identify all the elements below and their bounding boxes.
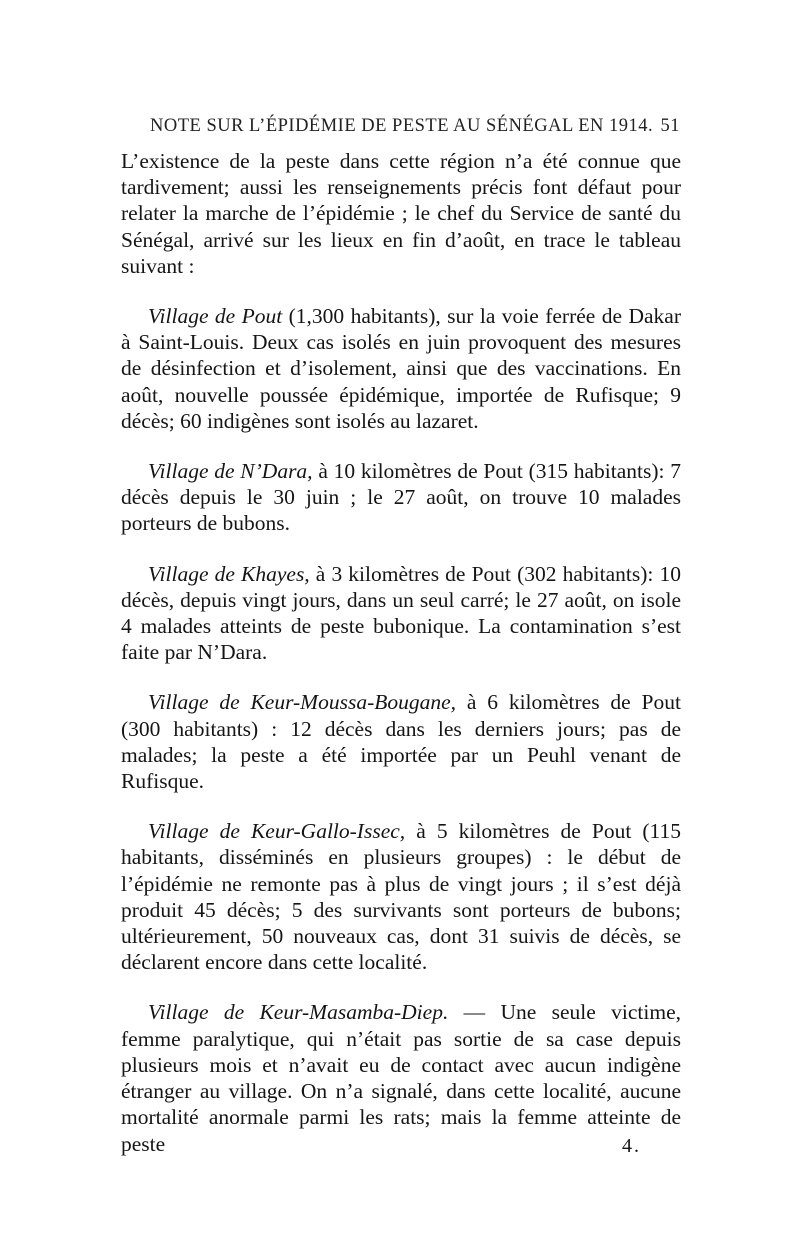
paragraph-village-ndara — [121, 458, 681, 537]
paragraph-village-keur-gallo-issec — [121, 818, 681, 975]
village-name: Village de Keur-Moussa-Bougane, — [148, 690, 457, 715]
village-name: Village de Pout — [148, 304, 283, 329]
village-name: Village de Keur-Masamba-Diep. — [148, 1000, 449, 1025]
paragraph-village-keur-moussa-bougane — [121, 689, 681, 794]
page-number: 51 — [660, 116, 680, 136]
paragraph-text: à 5 kilomètres de Pout (115 habitants, disséminés en plusieurs groupes) : le début de l’épidémie ne remonte pas à plus de vingt jours ; il s’est déjà produit 45 décès; 5 des survivants sont porteurs de bubons; ultérieurement, 50 nouveaux cas, dont 31 suivis de décès, se déclarent encore dans cette localité. — [121, 819, 682, 975]
paragraph-village-keur-masamba-diep — [121, 999, 681, 1156]
body-text — [121, 148, 681, 1157]
running-header — [150, 116, 680, 137]
paragraph-text: — Une seule victime, femme paralytique, qui n’était pas sortie de sa case depuis plusieurs mois et n’avait eu de contact avec aucun indigène étranger au village. On n’a signalé, dans cette localité, aucune mortalité anormale parmi les rats; mais la femme atteinte de peste — [121, 1000, 682, 1156]
village-name: Village de Keur-Gallo-Issec, — [148, 819, 406, 844]
paragraph-text: à 6 kilomètres de Pout (300 habitants) : 12 décès dans les derniers jours; pas de malades; la peste a été importée par un Peuhl venant de Rufisque. — [121, 690, 681, 794]
paragraph-text: (1,300 habitants), sur la voie ferrée de Dakar à Saint-Louis. Deux cas isolés en juin provoquent des mesures de désinfection et d’isolement, ainsi que des vaccinations. En août, nouvelle poussée épidémique, importée de Rufisque; 9 décès; 60 indigènes sont isolés au lazaret. — [121, 304, 681, 433]
paragraph-text: à 10 kilomètres de Pout (315 habitants): 7 décès depuis le 30 juin ; le 27 août, on trouve 10 malades porteurs de bubons. — [121, 459, 681, 536]
signature-mark: 4. — [622, 1135, 641, 1157]
paragraph-village-pout — [121, 303, 681, 434]
intro-paragraph: L’existence de la peste dans cette région n’a été connue que tardivement; aussi les renseignements précis font défaut pour relater la marche de l’épidémie ; le chef du Service de santé du Sénégal, arrivé sur les lieux en fin d’août, en trace le tableau suivant : — [121, 149, 681, 278]
paragraph-text: à 3 kilomètres de Pout (302 habitants): 10 décès, depuis vingt jours, dans un seul carré; le 27 août, on isole 4 malades atteints de peste bubonique. La contamination s’est faite par N’Dara. — [121, 561, 681, 665]
village-name: Village de Khayes, — [148, 561, 310, 586]
running-title: NOTE SUR L’ÉPIDÉMIE DE PESTE AU SÉNÉGAL EN 1914. — [150, 116, 654, 136]
village-name: Village de N’Dara, — [148, 459, 313, 484]
paragraph-village-khayes — [121, 561, 681, 666]
